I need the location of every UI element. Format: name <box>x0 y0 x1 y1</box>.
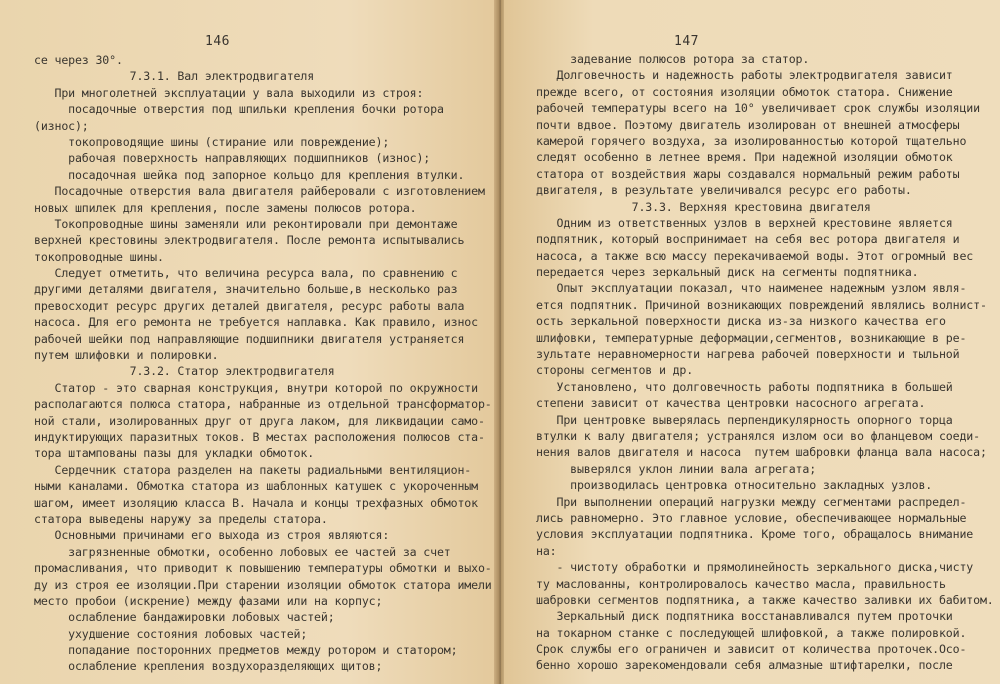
text-line: бенно хорошо зарекомендовали себя алмазные штифтарелки, после <box>536 658 953 673</box>
text-line: загрязненные обмотки, особенно лобовых ее частей за счет <box>34 544 451 559</box>
left-page-number: 146 <box>205 34 230 49</box>
text-line: Опыт эксплуатации показал, что наименее надежным узлом явля- <box>536 281 967 296</box>
text-line: ту маслованны, контролировалось качество масла, правильность <box>536 576 946 591</box>
text-line: - чистоту обработки и прямолинейность зеркального диска,чисту <box>536 560 974 575</box>
text-line: верхней крестовины электродвигателя. После ремонта испытывались <box>34 233 465 248</box>
text-line: статора от воздействия жары создавался нормальный режим работы <box>536 166 960 181</box>
text-line: условия эксплуатации подпятника. Кроме того, обращалось внимание <box>536 527 974 542</box>
text-line: Установлено, что долговечность работы подпятника в большей <box>536 379 953 394</box>
text-line: превосходит ресурс других деталей двигателя, ресурс работы вала <box>34 298 465 313</box>
text-line: При центровке выверялась перпендикулярность опорного торца <box>536 412 953 427</box>
text-line: выверялся уклон линии вала агрегата; <box>536 461 817 476</box>
text-line: ослабление бандажировки лобовых частей; <box>34 610 335 625</box>
text-line: статора выведены наружу за пределы статора. <box>34 511 328 526</box>
text-line: зультате неравномерности нагрева рабочей поверхности и тыльной <box>536 347 960 362</box>
text-line: стороны сегментов и др. <box>536 363 694 378</box>
text-line: новых шпилек для крепления, после замены полюсов ротора. <box>34 200 417 215</box>
right-page-text <box>536 51 994 674</box>
text-line: ду из строя ее изоляции.При старении изоляции обмоток статора имели <box>34 577 492 592</box>
text-line: производилась центровка относительно закладных узлов. <box>536 478 933 493</box>
text-line: следят особенно в летнее время. При надежной изоляции обмоток <box>536 150 953 165</box>
text-line: ной стали, изолированных друг от друга лаком, для ликвидации само- <box>34 413 485 428</box>
text-line: шагом, имеет изоляцию класса В. Начала и концы трехфазных обмоток <box>34 495 478 510</box>
text-line: на: <box>536 543 557 558</box>
text-line: ется подпятник. Причиной возникающих повреждений являлись волнист- <box>536 297 987 312</box>
text-line: задевание полюсов ротора за статор. <box>536 52 810 66</box>
text-line: 7.3.1. Вал электродвигателя <box>34 69 315 84</box>
text-line: на токарном станке с последующей шлифовкой, а также полировкой. <box>536 625 967 640</box>
text-line: ослабление крепления воздухоразделяющих щитов; <box>34 659 383 674</box>
text-line: 7.3.2. Статор электродвигателя <box>34 364 335 379</box>
text-line: место пробои (искрение) между фазами или на корпус; <box>34 593 383 608</box>
text-line: Зеркальный диск подпятника восстанавливался путем проточки <box>536 609 953 624</box>
text-line: се через 30°. <box>34 53 123 67</box>
text-line: промасливания, что приводит к повышению температуры обмотки и выхо- <box>34 561 492 576</box>
text-line: располагаются полюса статора, набранные из отдельной трансформатор- <box>34 397 492 412</box>
right-page-number: 147 <box>674 34 699 49</box>
text-line: Долговечность и надежность работы электродвигателя зависит <box>536 68 953 83</box>
text-line: камерой горячего воздуха, за изолированностью которой тщательно <box>536 133 967 148</box>
text-line: Срок службы его ограничен и зависит от количества проточек.Осо- <box>536 642 967 657</box>
text-line: токопроводящие шины (стирание или повреждение); <box>34 134 390 149</box>
text-line: насоса, а также всю массу перекачиваемой воды. Этот огромный вес <box>536 248 974 263</box>
text-line: лись равномерно. Это главное условие, обеспечивающее нормальные <box>536 510 967 525</box>
text-line: подпятник, который воспринимает на себя вес ротора двигателя и <box>536 232 960 247</box>
text-line: При многолетней эксплуатации у вала выходили из строя: <box>34 85 424 100</box>
text-line: ухудшение состояния лобовых частей; <box>34 626 308 641</box>
text-line: шлифовки, температурные деформации,сегментов, возникающие в ре- <box>536 330 967 345</box>
text-line: (износ); <box>34 118 89 133</box>
text-line: Токопроводные шины заменяли или реконтировали при демонтаже <box>34 216 458 231</box>
text-line: рабочей температуры всего на 10° увеличивает срок службы изоляции <box>536 101 980 116</box>
text-line: шабровки сегментов подпятника, а также качество заливки их бабитом. <box>536 592 994 607</box>
text-line: почти вдвое. Поэтому двигатель изолирован от внешней атмосферы <box>536 117 960 132</box>
text-line: передается через зеркальный диск на сегменты подпятника. <box>536 265 919 280</box>
text-line: Основными причинами его выхода из строя являются: <box>34 528 390 543</box>
text-line: втулки к валу двигателя; устранялся излом оси во фланцевом соеди- <box>536 428 980 443</box>
text-line: ость зеркальной поверхности диска из-за низкого качества его <box>536 314 946 329</box>
text-line: другими деталями двигателя, значительно больше,в несколько раз <box>34 282 458 297</box>
right-page <box>504 0 1000 684</box>
text-line: попадание посторонних предметов между ротором и статором; <box>34 643 458 658</box>
left-page-text <box>34 52 492 675</box>
text-line: путем шлифовки и полировки. <box>34 348 219 363</box>
text-line: Одним из ответственных узлов в верхней крестовине является <box>536 215 953 230</box>
text-line: При выполнении операций нагрузки между сегментами распредел- <box>536 494 967 509</box>
text-line: ными каналами. Обмотка статора из шаблонных катушек с укороченным <box>34 479 478 494</box>
text-line: прежде всего, от состояния изоляции обмоток статора. Снижение <box>536 84 953 99</box>
text-line: насоса. Для его ремонта не требуется наплавка. Как правило, износ <box>34 315 478 330</box>
text-line: индуктирующих паразитных токов. В местах расположения полюсов ста- <box>34 429 485 444</box>
text-line: токопроводные шины. <box>34 249 164 264</box>
text-line: тора штампованы пазы для укладки обмоток. <box>34 446 315 461</box>
text-line: рабочая поверхность направляющих подшипников (износ); <box>34 151 431 166</box>
text-line: двигателя, в результате увеличивался ресурс его работы. <box>536 183 912 198</box>
text-line: посадочная шейка под запорное кольцо для крепления втулки. <box>34 167 465 182</box>
text-line: Статор - это сварная конструкция, внутри которой по окружности <box>34 380 478 395</box>
text-line: Посадочные отверстия вала двигателя райберовали с изготовлением <box>34 184 485 199</box>
text-line: нения валов двигателя и насоса путем шабровки фланца вала насоса; <box>536 445 987 460</box>
text-line: посадочные отверстия под шпильки крепления бочки ротора <box>34 102 444 117</box>
text-line: 7.3.3. Верхняя крестовина двигателя <box>536 199 871 214</box>
text-line: Сердечник статора разделен на пакеты радиальными вентиляцион- <box>34 462 472 477</box>
text-line: степени зависит от качества центровки насосного агрегата. <box>536 396 926 411</box>
text-line: рабочей шейки под направляющие подшипники двигателя устраняется <box>34 331 465 346</box>
left-page <box>0 0 496 684</box>
text-line: Следует отметить, что величина ресурса вала, по сравнению с <box>34 266 458 281</box>
